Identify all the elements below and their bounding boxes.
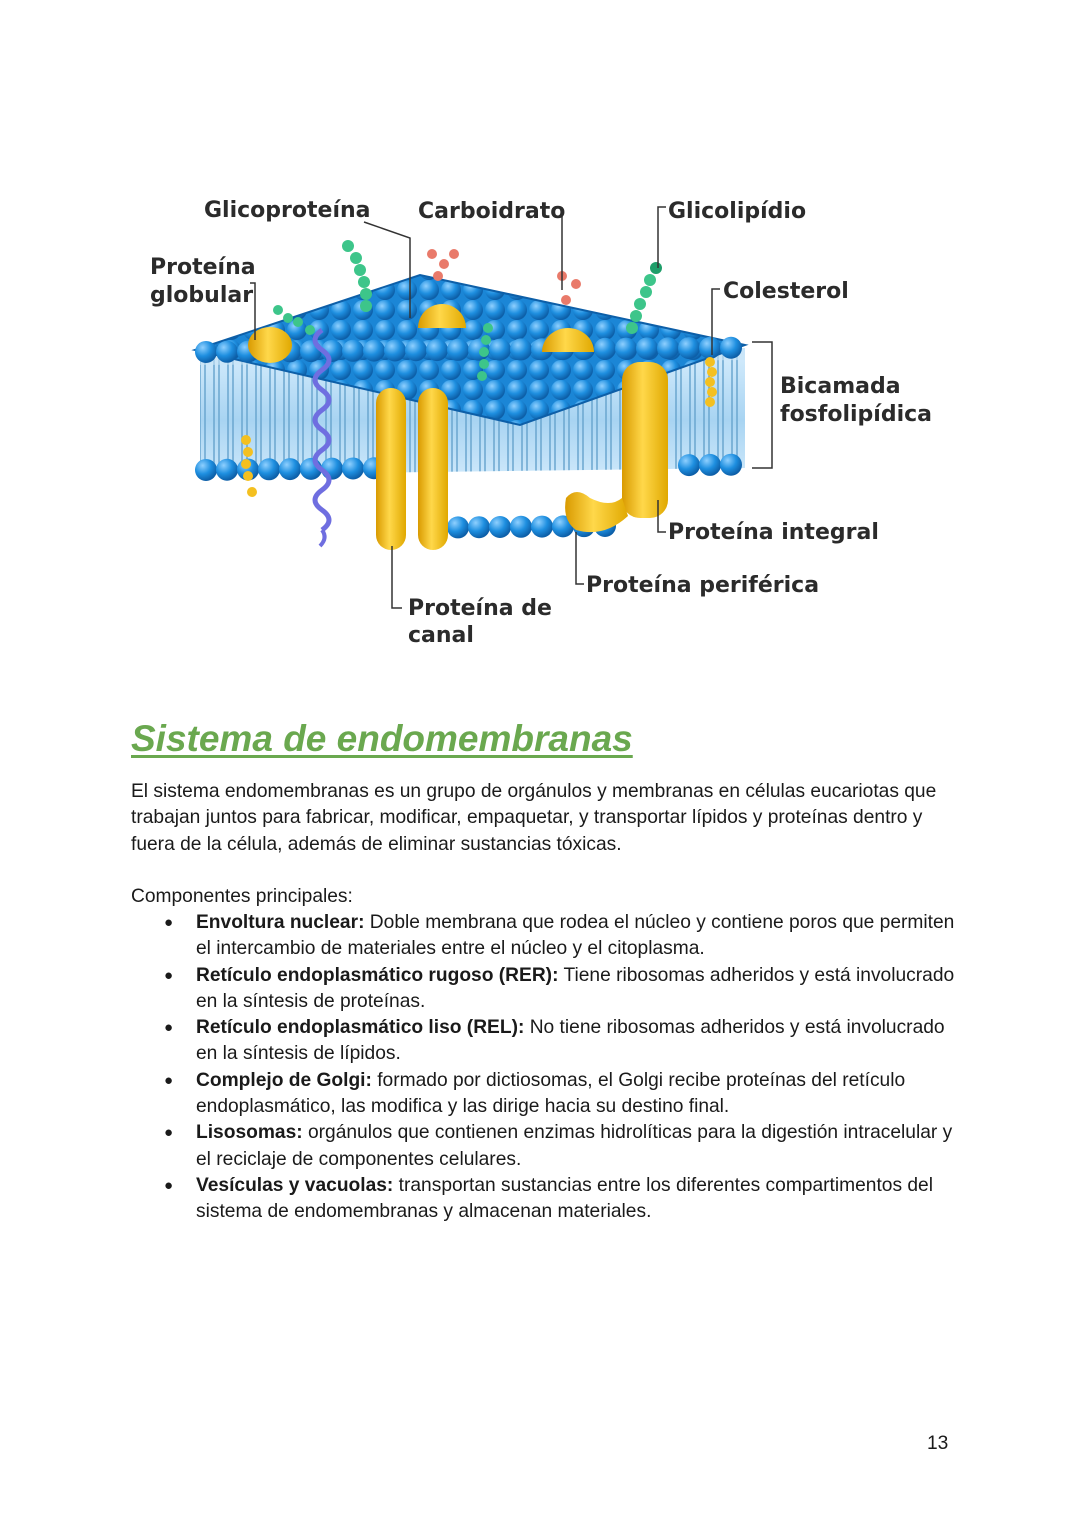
list-item: ● Complejo de Golgi: formado por dictiosomas, el Golgi recibe proteínas del retículo endoplasmático, las modifica y las dirige hacia su destino final. [164, 1069, 906, 1118]
label-colesterol: Colesterol [723, 279, 849, 304]
label-proteina-canal-1: Proteína de [408, 596, 552, 621]
item-term: Envoltura nuclear: [196, 912, 365, 933]
label-carboidrato: Carboidrato [418, 199, 566, 224]
item-term: Retículo endoplasmático liso (REL): [196, 1017, 525, 1039]
components-heading: Componentes principales: [131, 886, 353, 907]
label-glicoproteina: Glicoproteína [204, 198, 371, 223]
list-item: ● Retículo endoplasmático rugoso (RER): Tiene ribosomas adheridos y está involucrado en la síntesis de proteínas. [164, 964, 955, 1012]
label-proteina-periferica: Proteína periférica [586, 573, 820, 598]
label-proteina-integral: Proteína integral [668, 520, 879, 545]
page-number: 13 [927, 1433, 949, 1454]
list-item: ● Vesículas y vacuolas: transportan sustancias entre los diferentes compartimentos del sistema de endomembranas y almacenan materiales. [164, 1174, 933, 1223]
item-desc: No tiene ribosomas adheridos y está involucrado en la síntesis de lípidos. [196, 1017, 945, 1065]
item-desc: Tiene ribosomas adheridos y está involucrado en la síntesis de proteínas. [196, 964, 955, 1012]
label-proteina-globular-2: globular [150, 283, 254, 308]
label-proteina-canal-2: canal [408, 623, 474, 648]
item-desc: transportan sustancias entre los diferentes compartimentos del sistema de endomembranas y almacenan materiales. [196, 1174, 933, 1223]
item-term: Lisosomas: [196, 1122, 303, 1144]
item-desc: Doble membrana que rodea el núcleo y contiene poros que permiten el intercambio de materiales entre el núcleo y el citoplasma. [196, 912, 955, 960]
label-bicamada-1: Bicamada [780, 374, 901, 399]
intro-paragraph: El sistema endomembranas es un grupo de orgánulos y membranas en células eucariotas que trabajan juntos para fabricar, modificar, empaquetar, y transportar lípidos y proteínas dentro y fuera de la célula, además de eliminar sustancias tóxicas. [131, 781, 937, 855]
label-bicamada-2: fosfolipídica [780, 402, 933, 427]
item-term: Vesículas y vacuolas: [196, 1174, 394, 1196]
list-item: ● Envoltura nuclear: Doble membrana que rodea el núcleo y contiene poros que permiten el intercambio de materiales entre el núcleo y el citoplasma. [164, 912, 955, 960]
label-proteina-globular-1: Proteína [150, 255, 256, 280]
components-list [131, 910, 961, 1226]
item-desc: formado por dictiosomas, el Golgi recibe proteínas del retículo endoplasmático, las modifica y las dirige hacia su destino final. [196, 1069, 906, 1118]
item-term: Complejo de Golgi: [196, 1069, 372, 1091]
cell-membrane-diagram [0, 0, 1080, 680]
item-term: Retículo endoplasmático rugoso (RER): [196, 964, 559, 986]
section-title: Sistema de endomembranas [131, 718, 633, 759]
integral-protein-icon [622, 362, 668, 518]
list-item: ● Lisosomas: orgánulos que contienen enzimas hidrolíticas para la digestión intracelular y el reciclaje de componentes celulares. [164, 1122, 953, 1170]
label-glicolipidio: Glicolipídio [668, 199, 807, 224]
item-desc: orgánulos que contienen enzimas hidrolíticas para la digestión intracelular y el reciclaje de componentes celulares. [196, 1122, 953, 1170]
list-item: ● Retículo endoplasmático liso (REL): No tiene ribosomas adheridos y está involucrado en la síntesis de lípidos. [164, 1017, 945, 1065]
peripheral-protein-icon [565, 492, 628, 532]
